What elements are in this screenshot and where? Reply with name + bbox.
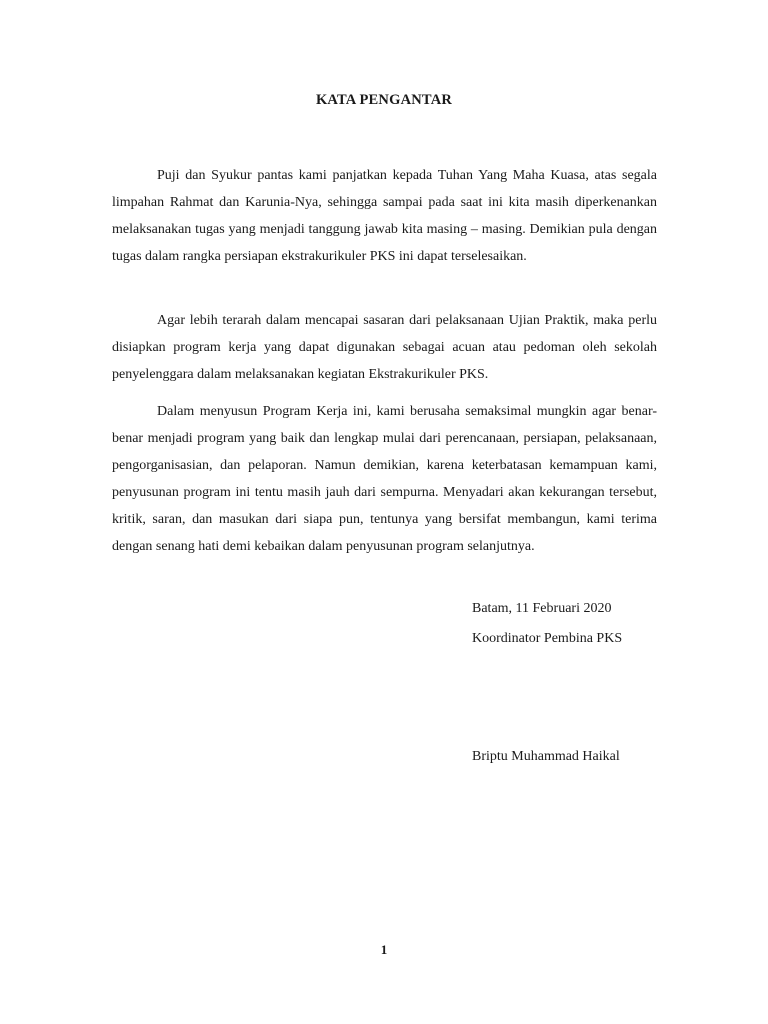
paragraph-text: Puji dan Syukur pantas kami panjatkan kepada Tuhan Yang Maha Kuasa, atas segala limpahan Rahmat dan Karunia-Nya, sehingga sampai pada saat ini kita masih diperkenankan melaksanakan tugas yang menjadi tanggung jawab kita masing – masing. Demikian pula dengan tugas dalam rangka persiapan ekstrakurikuler PKS ini dapat terselesaikan. (112, 168, 657, 264)
page-title: KATA PENGANTAR (315, 92, 453, 108)
signature-place-date: Batam, 11 Februari 2020 (472, 601, 612, 616)
paragraph-3 (112, 398, 657, 560)
signature-name: Briptu Muhammad Haikal (472, 749, 620, 764)
signature-role: Koordinator Pembina PKS (472, 631, 623, 646)
page-number: 1 (380, 942, 388, 957)
paragraph-text: Dalam menyusun Program Kerja ini, kami berusaha semaksimal mungkin agar benar- benar menjadi program yang baik dan lengkap mulai dari perencanaan, persiapan, pelaksanaan, pengorganisasian, dan pelaporan. Namun demikian, karena keterbatasan kemampuan kami, penyusunan program ini tentu masih jauh dari sempurna. Menyadari akan kekurangan tersebut, kritik, saran, dan masukan dari siapa pun, tentunya yang bersifat membangun, kami terima dengan senang hati demi kebaikan dalam penyusunan program selanjutnya. (112, 404, 657, 554)
paragraph-2 (112, 307, 657, 388)
paragraph-1 (112, 162, 657, 270)
paragraph-text: Agar lebih terarah dalam mencapai sasaran dari pelaksanaan Ujian Praktik, maka perlu disiapkan program kerja yang dapat digunakan sebagai acuan atau pedoman oleh sekolah penyelenggara dalam melaksanakan kegiatan Ekstrakurikuler PKS. (112, 313, 657, 382)
